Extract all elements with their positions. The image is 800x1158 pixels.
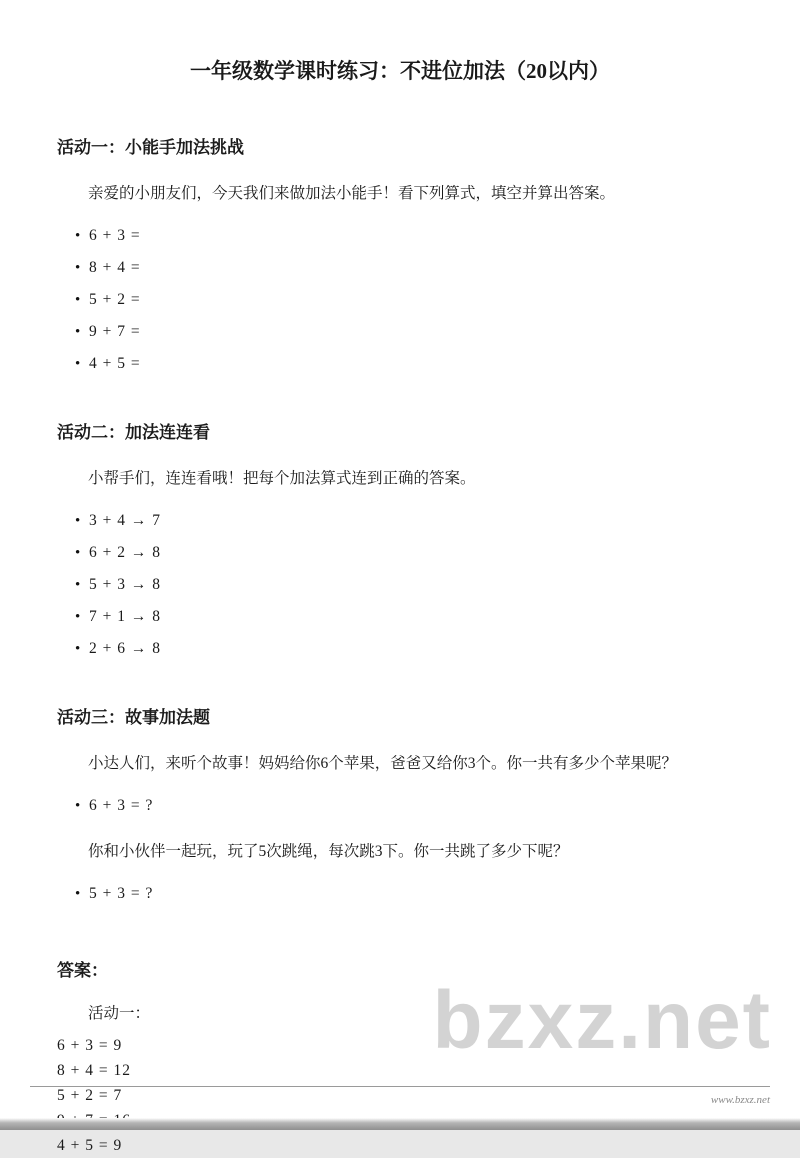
activity3-story2: 你和小伙伴一起玩，玩了5次跳绳，每次跳3下。你一共跳了多少下呢？ — [88, 843, 569, 861]
bullet-icon: • — [75, 798, 81, 815]
addition-expression: 5 + 2 = — [89, 291, 141, 309]
answer-line: 5 + 2 = 7 — [57, 1087, 123, 1105]
list-item — [57, 601, 743, 633]
activity3-list2 — [57, 878, 743, 910]
bullet-icon: • — [75, 641, 81, 658]
activity2-list — [57, 505, 743, 665]
addition-expression: 8 + 4 = — [89, 259, 141, 277]
matching-expression: 2 + 6 → 8 — [89, 640, 161, 658]
addition-expression: 9 + 7 = — [89, 323, 141, 341]
list-item — [57, 878, 743, 910]
activity3-story1: 小达人们，来听个故事！妈妈给你6个苹果，爸爸又给你3个。你一共有多少个苹果呢？ — [88, 755, 678, 773]
activity2-intro: 小帮手们，连连看哦！把每个加法算式连到正确的答案。 — [88, 470, 476, 488]
list-item — [57, 348, 743, 380]
page-title: 一年级数学课时练习：不进位加法（20以内） — [190, 59, 610, 83]
bullet-icon: • — [75, 260, 81, 277]
matching-expression: 5 + 3 → 8 — [89, 576, 161, 594]
addition-expression: 4 + 5 = — [89, 355, 141, 373]
bullet-icon: • — [75, 356, 81, 373]
answer-line: 8 + 4 = 12 — [57, 1062, 131, 1080]
bullet-icon: • — [75, 513, 81, 530]
bullet-icon: • — [75, 228, 81, 245]
story-expression: 5 + 3 = ? — [89, 885, 154, 903]
bullet-icon: • — [75, 886, 81, 903]
footer-url: www.bzxz.net — [710, 1094, 770, 1106]
list-item — [57, 316, 743, 348]
matching-expression: 3 + 4 → 7 — [89, 512, 161, 530]
addition-expression: 6 + 3 = — [89, 227, 141, 245]
list-item — [57, 505, 743, 537]
page-footer — [30, 1086, 770, 1108]
bullet-icon: • — [75, 609, 81, 626]
list-item — [57, 537, 743, 569]
list-item — [57, 633, 743, 665]
activity3-heading: 活动三：故事加法题 — [57, 708, 210, 728]
activity1-intro: 亲爱的小朋友们，今天我们来做加法小能手！看下列算式，填空并算出答案。 — [88, 185, 616, 202]
bullet-icon: • — [75, 324, 81, 341]
activity1-heading: 活动一：小能手加法挑战 — [57, 138, 244, 157]
list-item — [57, 284, 743, 316]
answers-subheading: 活动一： — [88, 1005, 151, 1023]
page-bottom-edge — [0, 1118, 800, 1130]
answer-line: 6 + 3 = 9 — [57, 1037, 123, 1055]
bullet-icon: • — [75, 292, 81, 309]
matching-expression: 6 + 2 → 8 — [89, 544, 161, 562]
site-watermark: bzxz.net — [432, 975, 772, 1066]
activity2-heading: 活动二：加法连连看 — [57, 423, 210, 443]
bullet-icon: • — [75, 545, 81, 562]
story-expression: 6 + 3 = ? — [89, 797, 154, 815]
activity1-list — [57, 220, 743, 380]
answers-heading: 答案： — [57, 961, 108, 981]
activity3-list1 — [57, 790, 743, 822]
list-item — [57, 220, 743, 252]
answer-line: 4 + 5 = 9 — [57, 1137, 123, 1155]
list-item — [57, 252, 743, 284]
matching-expression: 7 + 1 → 8 — [89, 608, 161, 626]
bullet-icon: • — [75, 577, 81, 594]
list-item — [57, 569, 743, 601]
list-item — [57, 790, 743, 822]
